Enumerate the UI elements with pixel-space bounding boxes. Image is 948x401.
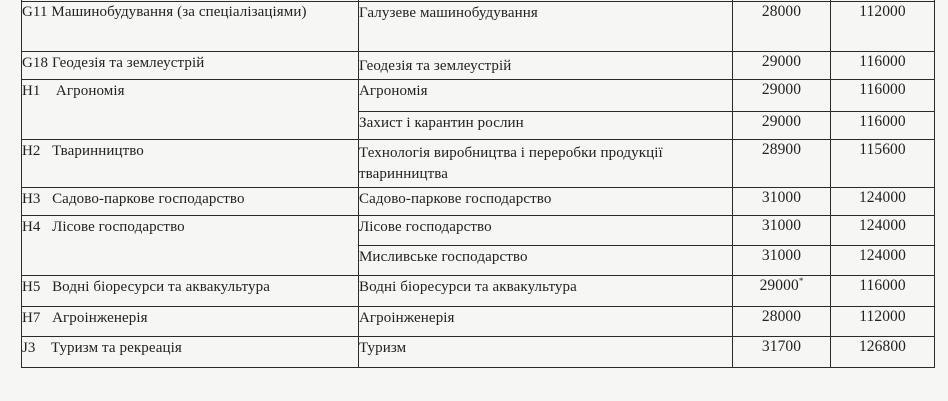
program-cell: Геодезія та землеустрій (359, 52, 733, 80)
program-cell: Захист і карантин рослин (359, 112, 733, 140)
total-cost-cell: 124000 (831, 216, 935, 246)
annual-cost-cell: 31000 (733, 216, 831, 246)
table-row (22, 140, 935, 188)
annual-cost-cell: 29000* (733, 276, 831, 307)
annual-cost-cell: 31000 (733, 188, 831, 216)
total-cost-cell: 115600 (831, 140, 935, 188)
tuition-table (21, 0, 935, 368)
specialty-cell: G18 Геодезія та землеустрій (22, 52, 359, 80)
specialty-cell: H3 Садово-паркове господарство (22, 188, 359, 216)
specialty-cell: J3 Туризм та рекреація (22, 337, 359, 368)
total-cost-cell: 116000 (831, 276, 935, 307)
table-row (22, 276, 935, 307)
annual-cost-cell: 29000 (733, 52, 831, 80)
total-cost-cell: 116000 (831, 52, 935, 80)
footnote-mark: * (798, 275, 804, 286)
table-row (22, 2, 935, 52)
program-cell: Мисливське господарство (359, 246, 733, 276)
table-row (22, 216, 935, 246)
total-cost-cell: 124000 (831, 246, 935, 276)
annual-cost-cell: 31700 (733, 337, 831, 368)
program-cell: Агрономія (359, 80, 733, 112)
program-cell: Туризм (359, 337, 733, 368)
annual-cost-cell: 28900 (733, 140, 831, 188)
total-cost-cell: 112000 (831, 2, 935, 52)
program-cell: Водні біоресурси та аквакультура (359, 276, 733, 307)
table-row (22, 80, 935, 112)
annual-cost-cell: 29000 (733, 80, 831, 112)
annual-cost-cell: 28000 (733, 307, 831, 337)
annual-cost-cell: 28000 (733, 2, 831, 52)
program-cell: Галузеве машинобудування (359, 2, 733, 52)
table-row (22, 307, 935, 337)
table-row (22, 52, 935, 80)
specialty-cell: G11 Машинобудування (за спеціалізаціями) (22, 2, 359, 52)
program-cell: Садово-паркове господарство (359, 188, 733, 216)
program-cell: Лісове господарство (359, 216, 733, 246)
total-cost-cell: 126800 (831, 337, 935, 368)
table-row (22, 188, 935, 216)
total-cost-cell: 124000 (831, 188, 935, 216)
total-cost-cell: 116000 (831, 80, 935, 112)
annual-cost-cell: 29000 (733, 112, 831, 140)
total-cost-cell: 116000 (831, 112, 935, 140)
specialty-cell: H5 Водні біоресурси та аквакультура (22, 276, 359, 307)
specialty-cell: H4 Лісове господарство (22, 216, 359, 276)
total-cost-cell: 112000 (831, 307, 935, 337)
annual-cost-cell: 31000 (733, 246, 831, 276)
specialty-cell: H7 Агроінженерія (22, 307, 359, 337)
specialty-cell: H2 Тваринництво (22, 140, 359, 188)
specialty-cell: H1 Агрономія (22, 80, 359, 140)
program-cell: Технологія виробництва і переробки продукції тваринництва (359, 140, 733, 188)
program-cell: Агроінженерія (359, 307, 733, 337)
table-row (22, 337, 935, 368)
